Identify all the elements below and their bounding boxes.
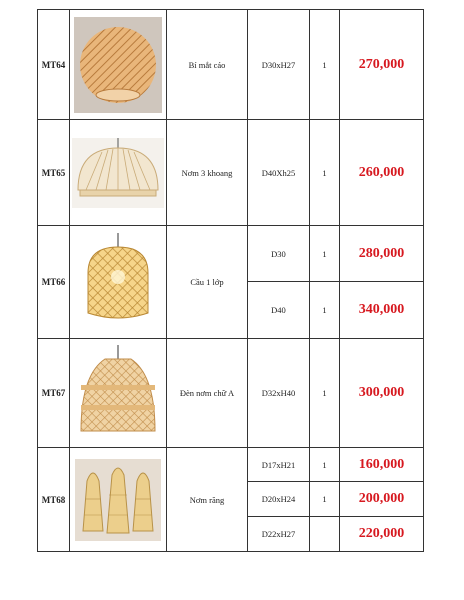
variant-qty: 1 (310, 10, 340, 120)
variant-qty: 1 (310, 482, 340, 517)
product-row (38, 339, 424, 448)
variant-qty: 1 (310, 120, 340, 226)
product-name: Nơm răng (167, 448, 248, 552)
product-row (38, 226, 424, 282)
variant-qty: 1 (310, 226, 340, 282)
variant-price: 200,000 (340, 482, 424, 517)
product-code: MT66 (38, 226, 70, 339)
product-name: Nơm 3 khoang (167, 120, 248, 226)
variant-price: 220,000 (340, 517, 424, 552)
variant-size: D22xH27 (248, 517, 310, 552)
variant-price: 300,000 (340, 339, 424, 448)
variant-size: D40 (248, 282, 310, 339)
bamboo-lattice-globe-lamp-photo (78, 233, 158, 331)
product-code: MT67 (38, 339, 70, 448)
variant-size: D20xH24 (248, 482, 310, 517)
product-name: Bí mắt cáo (167, 10, 248, 120)
product-image-cell (70, 10, 167, 120)
product-code: MT65 (38, 120, 70, 226)
product-row (38, 448, 424, 482)
product-code: MT68 (38, 448, 70, 552)
product-row (38, 120, 424, 226)
variant-qty: 1 (310, 282, 340, 339)
bamboo-bell-pendant-lamp-photo (72, 138, 164, 208)
product-name: Đèn nơm chữ A (167, 339, 248, 448)
variant-price: 160,000 (340, 448, 424, 482)
bamboo-lattice-cone-lamp-photo (75, 345, 161, 441)
variant-price: 280,000 (340, 226, 424, 282)
product-image-cell (70, 120, 167, 226)
product-row (38, 10, 424, 120)
variant-price: 270,000 (340, 10, 424, 120)
variant-price: 340,000 (340, 282, 424, 339)
product-image-cell (70, 448, 167, 552)
product-image-cell (70, 339, 167, 448)
product-price-table (37, 9, 424, 552)
variant-qty: 1 (310, 448, 340, 482)
bamboo-dome-pendant-lamp-photo (74, 17, 162, 113)
product-image-cell (70, 226, 167, 339)
variant-size: D30xH27 (248, 10, 310, 120)
variant-qty (310, 517, 340, 552)
variant-price: 260,000 (340, 120, 424, 226)
product-name: Cầu 1 lớp (167, 226, 248, 339)
variant-size: D32xH40 (248, 339, 310, 448)
product-code: MT64 (38, 10, 70, 120)
variant-qty: 1 (310, 339, 340, 448)
variant-size: D40Xh25 (248, 120, 310, 226)
variant-size: D17xH21 (248, 448, 310, 482)
three-bamboo-cone-lamps-photo (75, 459, 161, 541)
variant-size: D30 (248, 226, 310, 282)
